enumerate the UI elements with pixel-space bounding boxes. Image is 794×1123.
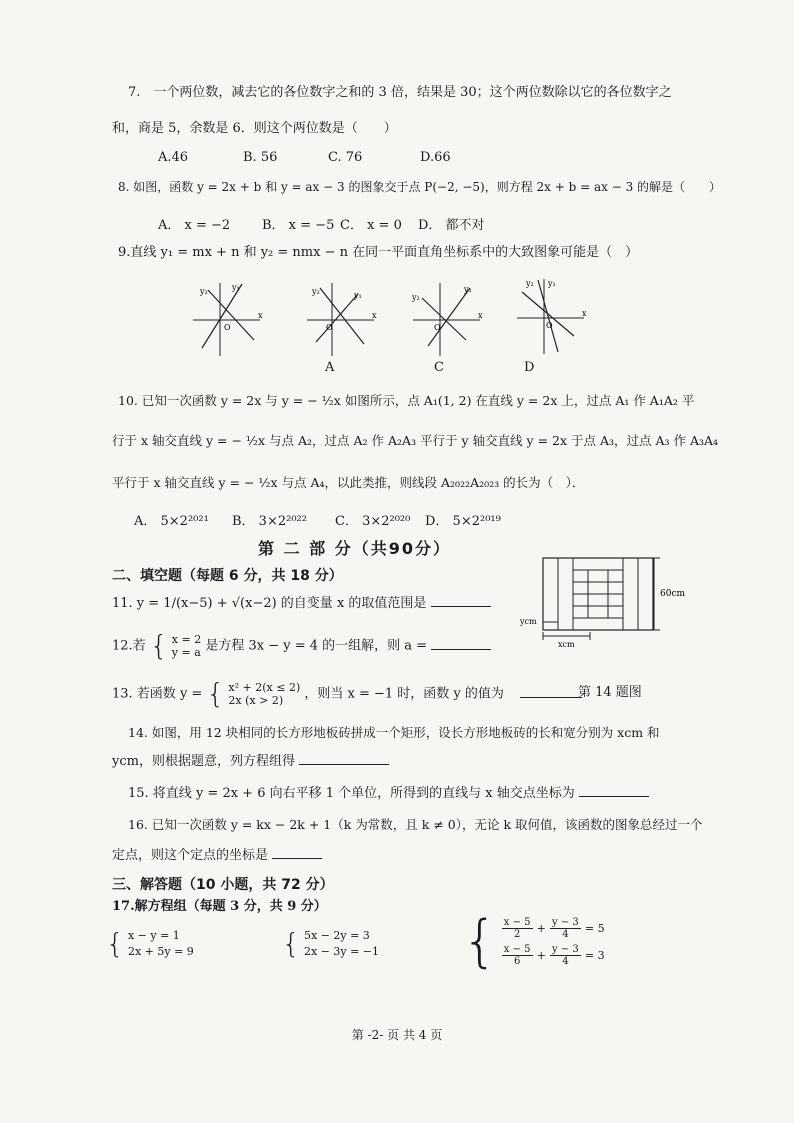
q9-graph-b-y1: y₁ [354, 291, 362, 300]
q11 [112, 594, 491, 613]
q17-system-3-frac-b: $\frac{y - 3}{4}$ [552, 917, 579, 940]
q17-system-1-eq1: x − y = 1 [127, 929, 180, 942]
q8-option-b: B． x = −5 [262, 218, 335, 233]
q7-line1: 7. 一个两位数，减去它的各位数字之和的 3 倍，结果是 30；这个两位数除以它的各位数字之 [128, 85, 672, 100]
q13-suffix: ，则当 x = −1 时，函数 y 的值为 [304, 686, 504, 702]
q13-brace: { [206, 677, 225, 710]
q7-option-a: A.46 [158, 150, 189, 165]
q13 [112, 677, 582, 710]
q17-system-2-brace: { [282, 927, 300, 960]
q7-option-c: C. 76 [328, 150, 363, 165]
q14-line2 [112, 752, 389, 771]
q9-label-c: C [434, 360, 444, 375]
q14-label-x: xcm [558, 640, 575, 649]
q15 [128, 784, 649, 803]
q11-text: 11. y = 1/(x−5) + √(x−2) 的自变量 x 的取值范围是 [112, 596, 427, 611]
q12-suffix: 是方程 3x − y = 4 的一组解，则 a = [205, 638, 428, 654]
q14-line1: 14. 如图，用 12 块相同的长方形地板砖拼成一个矩形，设长方形地板砖的长和宽分别为 xcm 和 [128, 725, 660, 740]
q8-option-d: D． 都不对 [418, 218, 485, 233]
q13-case1: x² + 2(x ≤ 2) [228, 681, 301, 694]
q9-graph-c-y1: y₁ [464, 285, 472, 294]
q9-graph-d-y1: y₁ [548, 279, 556, 288]
q17-system-2-eq2: 2x − 3y = −1 [303, 945, 380, 958]
q15-answer-blank[interactable] [579, 784, 649, 797]
q12-answer-blank[interactable] [431, 637, 491, 650]
q17-system-1 [106, 928, 194, 960]
q14-caption: 第 14 题图 [578, 685, 642, 700]
q10-option-c: C． 3×2²⁰²⁰ [335, 514, 411, 529]
section3-title: 三、解答题（10 小题，共 72 分） [112, 877, 334, 893]
q12-sys1: x = 2 [171, 633, 202, 646]
q14-label-60cm: 60cm [660, 589, 686, 599]
q16-line1: 16. 已知一次函数 y = kx − 2k + 1（k 为常数，且 k ≠ 0），无论 k 取何值，该函数的图象总经过一个 [128, 817, 703, 832]
q9-graph-a-y1: y₁ [232, 283, 240, 292]
q17-system-3-brace: { [462, 909, 498, 974]
q9-graph-a [188, 278, 268, 358]
q8-option-a: A． x = −2 [158, 218, 231, 233]
q14-line2-text: ycm，则根据题意，列方程组得 [112, 754, 295, 769]
q16-answer-blank[interactable] [272, 846, 322, 859]
q9-graph-d-y2: y₂ [526, 279, 534, 288]
q9-graph-c-y2: y₂ [412, 293, 420, 302]
q11-answer-blank[interactable] [431, 594, 491, 607]
q16-line2-text: 定点，则这个定点的坐标是 [112, 848, 269, 863]
q14-figure [520, 552, 690, 662]
q15-text: 15. 将直线 y = 2x + 6 向右平移 1 个单位，所得到的直线与 x 轴交点坐标为 [128, 786, 575, 801]
q9-graph-b [302, 278, 382, 358]
q14-label-y: ycm [520, 617, 537, 626]
q7-line2: 和，商是 5，余数是 6．则这个两位数是（ ） [112, 121, 397, 136]
q8-option-c: C． x = 0 [340, 218, 402, 233]
q9-label-a: A [325, 360, 335, 375]
q9-graph-c-origin: O [434, 323, 441, 332]
q10-option-b: B． 3×2²⁰²² [232, 514, 307, 529]
q9-graph-c [408, 278, 488, 358]
q9-graph-d-x: x [582, 309, 587, 318]
q9-graph-c-x: x [478, 311, 483, 320]
q10-option-d: D． 5×2²⁰¹⁹ [425, 514, 501, 529]
q12-brace: { [149, 629, 168, 662]
q13-prefix: 13. 若函数 y = [112, 686, 203, 702]
q9-graph-d-origin: O [546, 321, 553, 330]
q17-title: 17.解方程组（每题 3 分，共 9 分） [112, 899, 327, 914]
q9-graph-a-x: x [258, 311, 263, 320]
q9-graph-b-origin: O [326, 323, 333, 332]
q16-line2 [112, 846, 322, 865]
q17-system-2-eq1: 5x − 2y = 3 [303, 929, 370, 942]
q17-system-3-frac-d: $\frac{y - 3}{4}$ [552, 944, 579, 967]
q17-system-3-frac-a: $\frac{x - 5}{2}$ [503, 917, 531, 940]
q10-line3: 平行于 x 轴交直线 y = − ½x 与点 A₄，以此类推，则线段 A₂₀₂₂A₂₀₂₃ 的长为（ ）． [112, 475, 585, 490]
q17-system-1-brace: { [106, 927, 124, 960]
q7-option-b: B. 56 [243, 150, 278, 165]
q7-option-d: D.66 [420, 150, 451, 165]
q10-line2: 行于 x 轴交直线 y = − ½x 与点 A₂，过点 A₂ 作 A₂A₃ 平行于 y 轴交直线 y = 2x 于点 A₃，过点 A₃ 作 A₃A₄ [112, 433, 719, 448]
section2-title: 二、填空题（每题 6 分，共 18 分） [112, 568, 343, 584]
q17-system-3 [462, 909, 605, 974]
q12-sys2: y = a [171, 646, 201, 659]
q17-system-3-frac-c: $\frac{x - 5}{6}$ [503, 944, 531, 967]
q12-prefix: 12.若 [112, 638, 146, 654]
page-footer: 第 -2- 页 共 4 页 [351, 1028, 443, 1042]
q9-graph-b-y2: y₂ [312, 287, 320, 296]
q10-option-a: A． 5×2²⁰²¹ [134, 514, 209, 529]
q17-system-3-row1: $\frac{x - 5}{2}$ + $\frac{y - 3}{4}$ = 5 [503, 917, 605, 940]
part2-title: 第 二 部 分（共90分） [258, 539, 451, 558]
q13-answer-blank[interactable] [520, 685, 582, 698]
q9-graph-d [512, 276, 592, 356]
q9-label-d: D [524, 360, 535, 375]
q9-graph-a-origin: O [224, 323, 231, 332]
q9-graph-a-y2: y₂ [200, 287, 208, 296]
q17-system-3-row2: $\frac{x - 5}{6}$ + $\frac{y - 3}{4}$ = 3 [503, 944, 605, 967]
q12 [112, 629, 491, 662]
q14-answer-blank[interactable] [299, 752, 389, 765]
q13-case2: 2x (x > 2) [228, 694, 284, 707]
q9-graph-b-x: x [372, 311, 377, 320]
q9-line1: 9.直线 y₁ = mx + n 和 y₂ = nmx − n 在同一平面直角坐标系中的大致图象可能是（ ） [118, 245, 639, 260]
q10-line1: 10. 已知一次函数 y = 2x 与 y = − ½x 如图所示，点 A₁(1, 2) 在直线 y = 2x 上，过点 A₁ 作 A₁A₂ 平 [118, 393, 695, 408]
q17-system-1-eq2: 2x + 5y = 9 [127, 945, 194, 958]
q17-system-2 [282, 928, 379, 960]
q8-line1: 8. 如图，函数 y = 2x + b 和 y = ax − 3 的图象交于点 P(−2, −5)，则方程 2x + b = ax − 3 的解是（ ） [118, 180, 722, 194]
